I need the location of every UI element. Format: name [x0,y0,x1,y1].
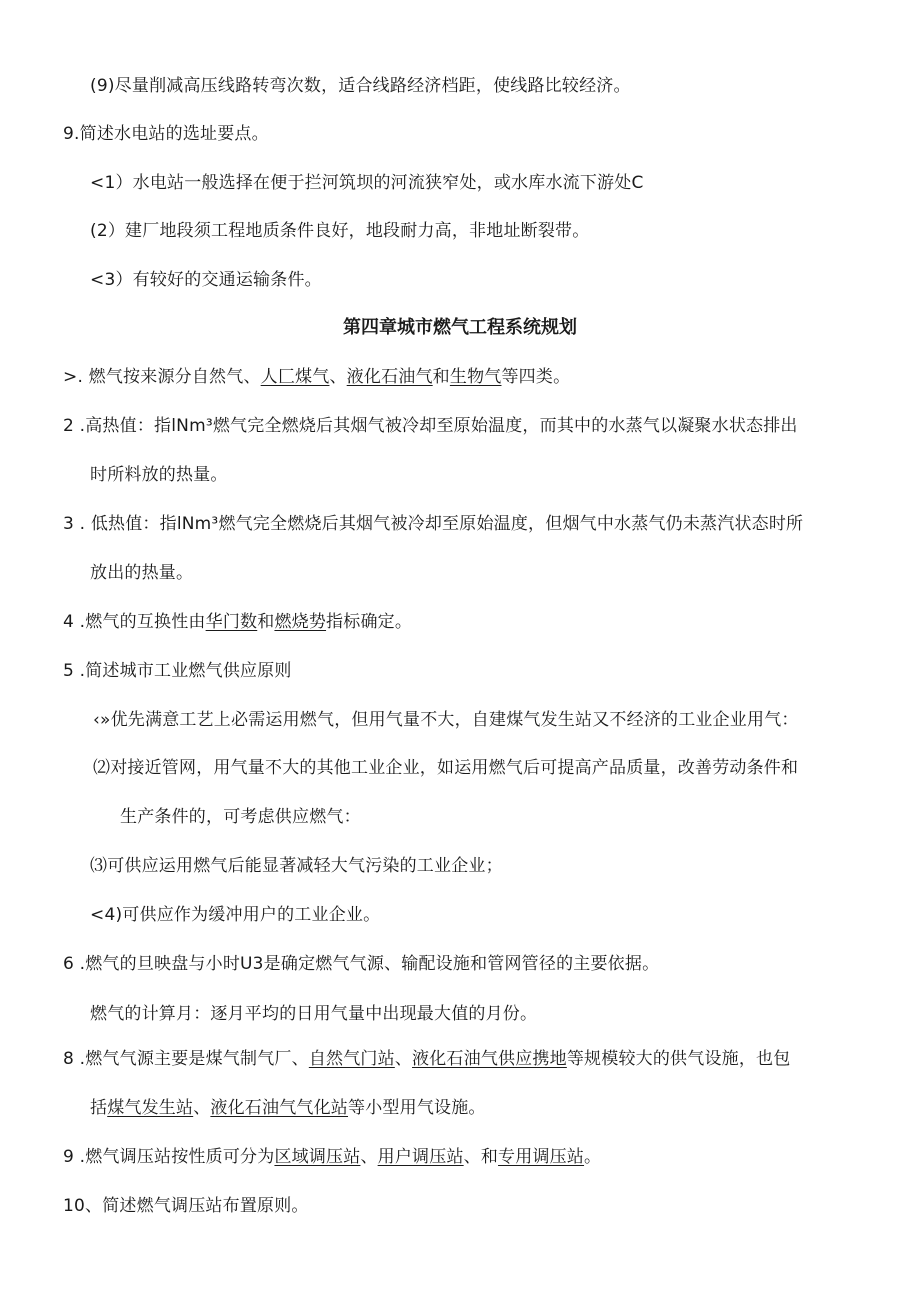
text-line: 2 .高热值：指lNm³燃气完全燃烧后其烟气被冷却至原始温度，而其中的水蒸气以凝聚水状态排出 [63,416,798,436]
text-line: 放出的热量。 [90,563,194,583]
text-line: >. 燃气按来源分自然气、人匚煤气、液化石油气和生物气等四类。 [63,367,571,387]
chapter-title: 第四章城市燃气工程系统规划 [343,317,577,338]
text-line: 3 . 低热值：指lNm³燃气完全燃烧后其烟气被冷却至原始温度，但烟气中水蒸气仍未蒸汽状态时所 [63,514,804,534]
text-line: 时所料放的热量。 [90,465,228,485]
text-line: <1）水电站一般选择在便于拦河筑坝的河流狭窄处，或水库水流下游处C [90,173,644,193]
text-line: ‹»优先满意工艺上必需运用燃气，但用气量不大，自建煤气发生站又不经济的工业企业用气： [93,710,799,730]
text-line: 生产条件的，可考虑供应燃气： [120,807,361,827]
text-line: <4)可供应作为缓冲用户的工业企业。 [90,905,381,925]
text-line: (9)尽量削减高压线路转弯次数，适合线路经济档距，使线路比较经济。 [90,76,631,96]
text-line: ⑵对接近管网，用气量不大的其他工业企业，如运用燃气后可提高产品质量，改善劳动条件和 [93,758,799,778]
question-heading: 9.简述水电站的选址要点。 [63,124,269,144]
text-line: 9 .燃气调压站按性质可分为区域调压站、用户调压站、和专用调压站。 [63,1147,602,1167]
text-line: 8 .燃气气源主要是煤气制气厂、自然气门站、液化石油气供应携地等规模较大的供气设施，也包 [63,1049,791,1069]
text-line: 6 .燃气的旦映盘与小时U3是确定燃气气源、输配设施和管网管径的主要依据。 [63,954,660,974]
question-heading: 10、简述燃气调压站布置原则。 [63,1196,309,1216]
text-line: 燃气的计算月：逐月平均的日用气量中出现最大值的月份。 [90,1004,538,1024]
text-line: ⑶可供应运用燃气后能显著减轻大气污染的工业企业； [90,856,503,876]
text-line: 4 .燃气的互换性由华门数和燃烧势指标确定。 [63,612,413,632]
text-line: 括煤气发生站、液化石油气气化站等小型用气设施。 [90,1098,486,1118]
text-line: <3）有较好的交通运输条件。 [90,270,322,290]
question-heading: 5 .简述城市工业燃气供应原则 [63,661,292,681]
text-line: (2）建厂地段须工程地质条件良好，地段耐力高，非地址断裂带。 [90,221,590,241]
